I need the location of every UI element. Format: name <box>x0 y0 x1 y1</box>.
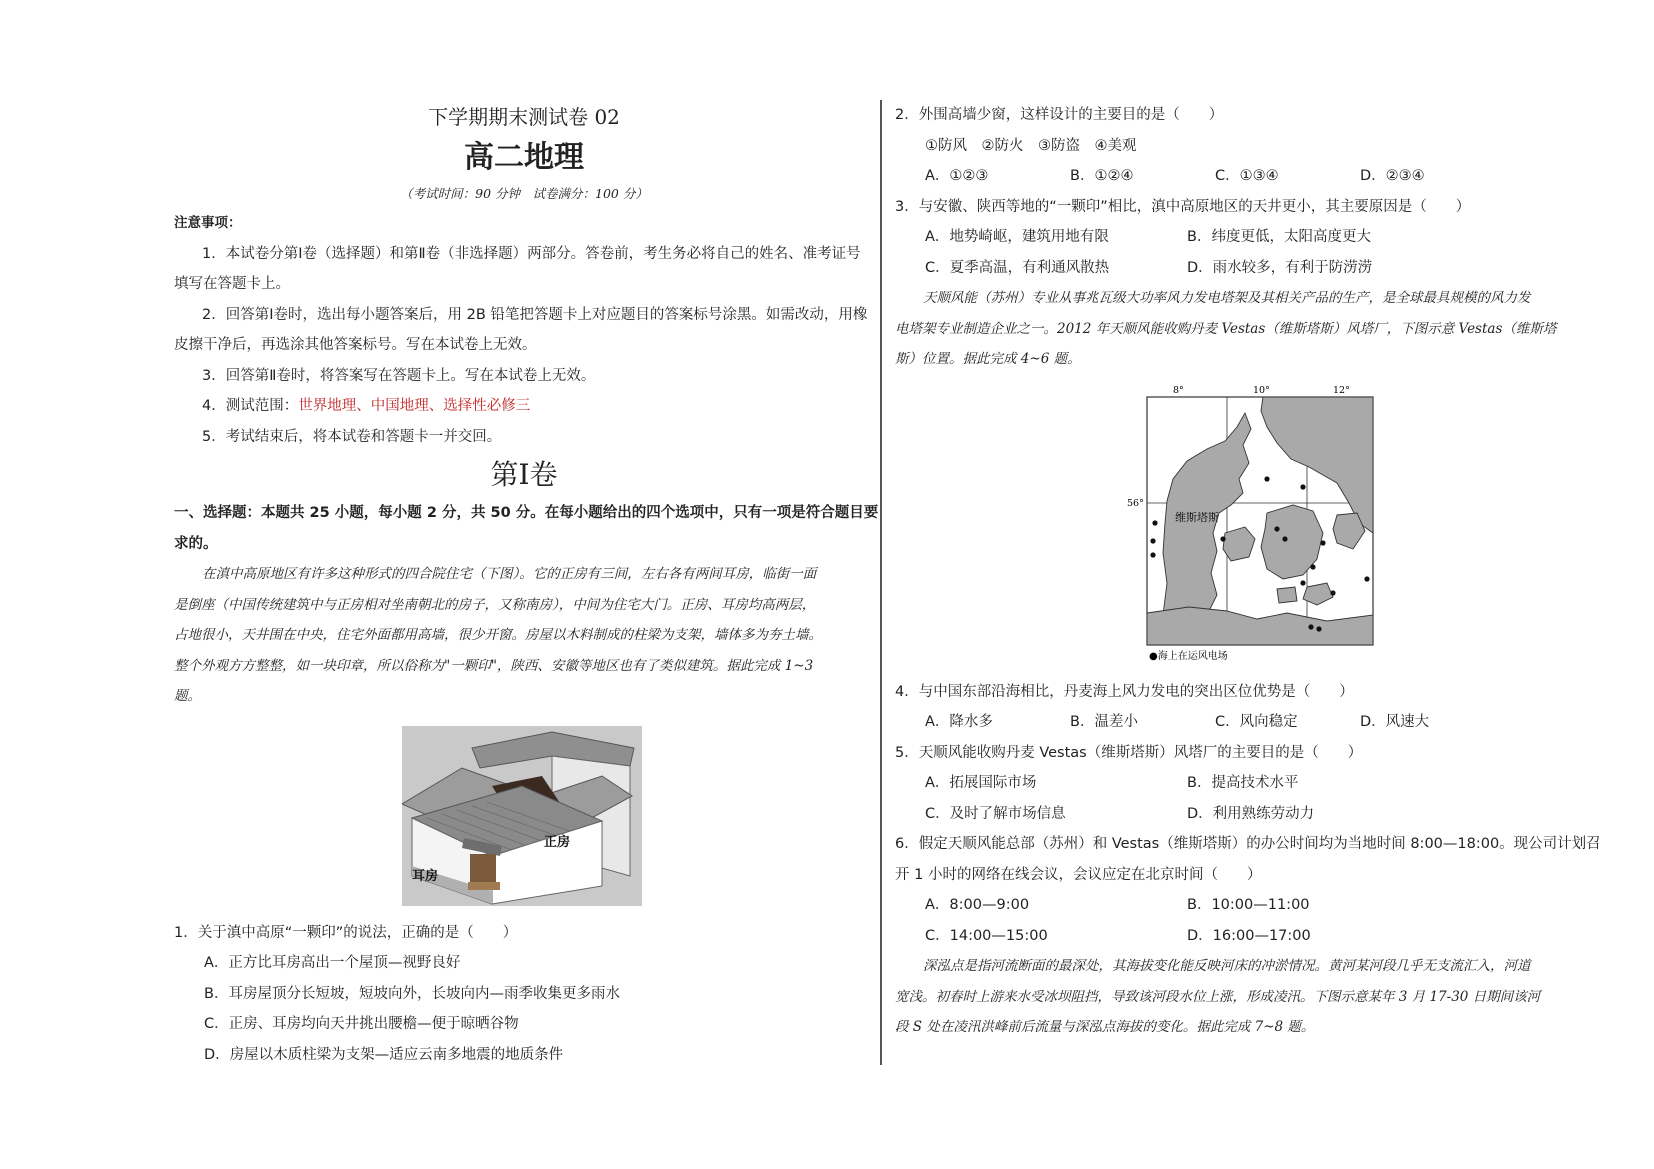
q1-option-c[interactable]: C．正房、耳房均向天井挑出腰檐—便于晾晒谷物 <box>204 1016 519 1032</box>
q4-stem: 4．与中国东部沿海相比，丹麦海上风力发电的突出区位优势是（ ） <box>895 683 1354 700</box>
q5-option-c[interactable]: C．及时了解市场信息 <box>925 805 1066 822</box>
q3-option-b[interactable]: B．纬度更低，太阳高度更大 <box>1187 229 1371 245</box>
q1-option-d[interactable]: D．房屋以木质柱梁为支架—适应云南多地震的地质条件 <box>204 1046 564 1063</box>
q2-stem: 2．外围高墙少窗，这样设计的主要目的是（ ） <box>895 107 1224 123</box>
q3-option-c[interactable]: C．夏季高温，有利通风散热 <box>925 259 1110 276</box>
q3-options-row2 <box>895 253 1585 284</box>
passage2-line2: 电塔架专业制造企业之一。2012 年天顺风能收购丹麦 Vestas（维斯塔斯）风塔厂，下图示意 Vestas（维斯塔 <box>895 320 1557 337</box>
q6-stem-a: 6．假定天顺风能总部（苏州）和 Vestas（维斯塔斯）的办公时间均为当地时间 8:00—18:00。现公司计划召 <box>895 836 1601 852</box>
q6-option-d[interactable]: D．16:00—17:00 <box>1187 927 1311 944</box>
q5-options-row1 <box>895 768 1585 799</box>
q6-options-row2 <box>895 921 1585 952</box>
map-legend: ●海上在运风电场 <box>1149 650 1228 662</box>
exam-subtitle: 下学期期末测试卷 02 <box>428 105 620 129</box>
q4-option-d[interactable]: D．风速大 <box>1360 714 1430 730</box>
q1-option-a[interactable]: A．正方比耳房高出一个屋顶—视野良好 <box>204 955 461 971</box>
lon-label-10: 10° <box>1253 384 1270 396</box>
passage3-line1: 深泓点是指河流断面的最深处，其海拔变化能反映河床的冲淤情况。黄河某河段几乎无支流汇入，河道 <box>923 958 1531 974</box>
q3-stem: 3．与安徽、陕西等地的“一颗印”相比，滇中高原地区的天井更小，其主要原因是（ ） <box>895 198 1471 215</box>
label-side-room: 耳房 <box>412 868 439 884</box>
q3-options-row1 <box>895 222 1585 253</box>
note-1a: 1．本试卷分第Ⅰ卷（选择题）和第Ⅱ卷（非选择题）两部分。答卷前，考生务必将自己的姓名、准考证号 <box>202 245 861 262</box>
section-title: 第Ⅰ卷 <box>490 458 558 491</box>
q6-option-a[interactable]: A．8:00—9:00 <box>925 897 1030 913</box>
column-divider <box>880 100 882 1065</box>
notes-heading: 注意事项： <box>174 215 242 231</box>
lon-label-12: 12° <box>1333 384 1350 396</box>
q5-options-row2 <box>895 799 1585 830</box>
q2-options <box>895 161 1585 192</box>
q6-stem-b: 开 1 小时的网络在线会议，会议应定在北京时间（ ） <box>895 866 1262 883</box>
section-intro-b: 求的。 <box>174 535 218 552</box>
passage1-line2: 是倒座（中国传统建筑中与正房相对坐南朝北的房子，又称南房），中间为住宅大门。正房、耳房均高两层， <box>174 596 816 613</box>
q2-option-c[interactable]: C．①③④ <box>1215 168 1279 184</box>
q2-choices: ①防风 ②防火 ③防盗 ④美观 <box>925 137 1137 154</box>
passage1-line4: 整个外观方方整整，如一块印章，所以俗称为"一颗印"，陕西、安徽等地区也有了类似建筑。据此完成 1~3 <box>174 657 814 674</box>
passage2-line3: 斯）位置。据此完成 4~6 题。 <box>895 351 1081 367</box>
passage1-line5: 题。 <box>174 688 201 704</box>
q2-option-a[interactable]: A．①②③ <box>925 168 989 184</box>
label-main-room: 正房 <box>544 834 571 850</box>
section-intro-a: 一、选择题：本题共 25 小题，每小题 2 分，共 50 分。在每小题给出的四个选项中，只有一项是符合题目要 <box>174 505 879 521</box>
note-4 <box>174 391 874 422</box>
exam-title: 高二地理 <box>464 140 584 175</box>
q3-option-a[interactable]: A．地势崎岖，建筑用地有限 <box>925 229 1109 245</box>
note-3: 3．回答第Ⅱ卷时，将答案写在答题卡上。写在本试卷上无效。 <box>202 367 596 384</box>
q4-options <box>895 707 1585 738</box>
courtyard-house-figure <box>402 726 642 906</box>
left-column <box>174 100 879 1070</box>
q4-option-a[interactable]: A．降水多 <box>925 714 993 730</box>
q5-option-a[interactable]: A．拓展国际市场 <box>925 775 1037 791</box>
test-scope: 世界地理、中国地理、选择性必修三 <box>298 398 531 414</box>
q3-option-d[interactable]: D．雨水较多，有利于防涝涝 <box>1187 259 1373 276</box>
passage1-line1: 在滇中高原地区有许多这种形式的四合院住宅（下图）。它的正房有三间，左右各有两间耳房，临街一面 <box>202 566 817 582</box>
q5-option-b[interactable]: B．提高技术水平 <box>1187 775 1299 791</box>
q1-option-b[interactable]: B．耳房屋顶分长短坡，短坡向外，长坡向内—雨季收集更多雨水 <box>204 985 620 1002</box>
q1-stem: 1．关于滇中高原“一颗印”的说法，正确的是（ ） <box>174 924 518 941</box>
passage3-line2: 宽浅。初春时上游来水受冰坝阻挡，导致该河段水位上涨，形成凌汛。下图示意某年 3 月 17-30 日期间该河 <box>895 988 1541 1005</box>
q5-option-d[interactable]: D．利用熟练劳动力 <box>1187 805 1315 822</box>
exam-info: （考试时间：90 分钟 试卷满分：100 分） <box>400 186 648 201</box>
passage2-line1: 天顺风能（苏州）专业从事兆瓦级大功率风力发电塔架及其相关产品的生产，是全球最具规模的风力发 <box>923 290 1531 306</box>
passage1-line3: 占地很小，天井围在中央，住宅外面都用高墙，很少开窗。房屋以木料制成的柱梁为支架，墙体多为夯土墙。 <box>174 627 822 643</box>
vestas-label: 维斯塔斯 <box>1175 510 1219 524</box>
note-1b: 填写在答题卡上。 <box>174 276 290 292</box>
lat-label-56: 56° <box>1127 497 1144 509</box>
q6-option-c[interactable]: C．14:00—15:00 <box>925 927 1048 944</box>
right-column <box>895 100 1601 1043</box>
note-2b: 皮擦干净后，再选涂其他答案标号。写在本试卷上无效。 <box>174 337 537 353</box>
q2-option-b[interactable]: B．①②④ <box>1070 168 1134 184</box>
q6-options-row1 <box>895 890 1585 921</box>
denmark-map <box>1127 383 1377 673</box>
lon-label-8: 8° <box>1173 384 1184 396</box>
passage3-line3: 段 S 处在凌汛洪峰前后流量与深泓点海拔的变化。据此完成 7~8 题。 <box>895 1019 1315 1035</box>
q4-option-c[interactable]: C．风向稳定 <box>1215 714 1298 730</box>
q2-option-d[interactable]: D．②③④ <box>1360 168 1425 184</box>
q5-stem: 5．天顺风能收购丹麦 Vestas（维斯塔斯）风塔厂的主要目的是（ ） <box>895 744 1363 761</box>
q4-option-b[interactable]: B．温差小 <box>1070 714 1138 730</box>
note-5: 5．考试结束后，将本试卷和答题卡一并交回。 <box>202 428 502 445</box>
note-2a: 2．回答第Ⅰ卷时，选出每小题答案后，用 2B 铅笔把答题卡上对应题目的答案标号涂黑。如需改动，用橡 <box>202 306 868 323</box>
q6-option-b[interactable]: B．10:00—11:00 <box>1187 897 1310 913</box>
note-4-prefix: 4．测试范围： <box>202 398 299 414</box>
